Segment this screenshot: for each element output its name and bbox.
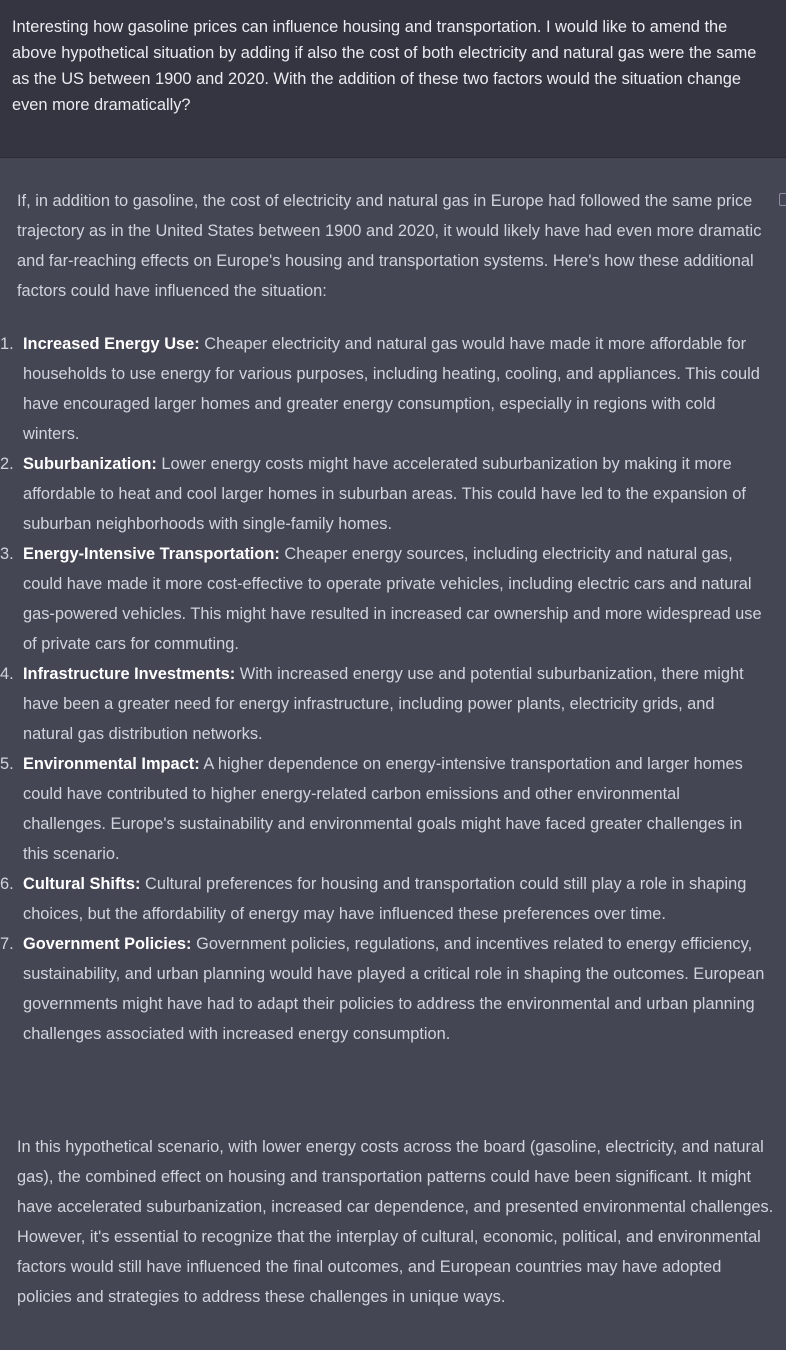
list-number: 1. xyxy=(0,335,14,353)
assistant-message xyxy=(0,158,786,1350)
list-item xyxy=(0,329,786,449)
point-text: Cheaper energy sources, including electricity and natural gas, could have made it more cost-effective to operate private vehicles, including electric cars and natural gas-powered vehicles. This might have resulted in increased car ownership and more widespread use of private cars for commuting. xyxy=(23,545,762,653)
point-text: With increased energy use and potential suburbanization, there might have been a greater need for energy infrastructure, including power plants, electricity grids, and natural gas distribution networks. xyxy=(23,665,744,743)
point-text: Cheaper electricity and natural gas would have made it more affordable for households to use energy for various purposes, including heating, cooling, and appliances. This could have encouraged larger homes and greater energy consumption, especially in regions with cold winters. xyxy=(23,335,760,443)
point-text: Government policies, regulations, and incentives related to energy efficiency, sustainability, and urban planning would have played a critical role in shaping the outcomes. European governments might have had to adapt their policies to address the environmental and urban planning challenges associated with increased energy consumption. xyxy=(23,935,765,1043)
list-number: 7. xyxy=(0,935,14,953)
list-number: 5. xyxy=(0,755,14,773)
copy-icon[interactable] xyxy=(779,193,786,206)
user-message xyxy=(0,0,786,158)
point-label: Energy-Intensive Transportation: xyxy=(23,545,280,563)
user-message-text: Interesting how gasoline prices can influence housing and transportation. I would like to amend the above hypothetical situation by adding if also the cost of both electricity and natural gas were the same as the US between 1900 and 2020. With the addition of these two factors would the situation change even more dramatically? xyxy=(12,18,757,114)
point-text: A higher dependence on energy-intensive transportation and larger homes could have contributed to higher energy-related carbon emissions and other environmental challenges. Europe's sustainability and environmental goals might have faced greater challenges in this scenario. xyxy=(23,755,743,863)
point-text: Cultural preferences for housing and transportation could still play a role in shaping choices, but the affordability of energy may have influenced these preferences over time. xyxy=(23,875,747,923)
point-label: Infrastructure Investments: xyxy=(23,665,236,683)
list-number: 3. xyxy=(0,545,14,563)
list-number: 2. xyxy=(0,455,14,473)
point-text: Lower energy costs might have accelerated suburbanization by making it more affordable to heat and cool larger homes in suburban areas. This could have led to the expansion of suburban neighborhoods with single-family homes. xyxy=(23,455,746,533)
list-item xyxy=(0,929,786,1049)
point-label: Cultural Shifts: xyxy=(23,875,141,893)
list-number: 6. xyxy=(0,875,14,893)
point-label: Government Policies: xyxy=(23,935,192,953)
list-number: 4. xyxy=(0,665,14,683)
points-list xyxy=(0,329,786,1049)
point-label: Suburbanization: xyxy=(23,455,157,473)
list-item xyxy=(0,659,786,749)
assistant-conclusion: In this hypothetical scenario, with lower energy costs across the board (gasoline, electricity, and natural gas), the combined effect on housing and transportation patterns could have been significant. It might have accelerated suburbanization, increased car dependence, and presented environmental challenges. However, it's essential to recognize that the interplay of cultural, economic, political, and environmental factors would still have influenced the final outcomes, and European countries may have adopted policies and strategies to address these challenges in unique ways. xyxy=(17,1138,774,1306)
assistant-intro: If, in addition to gasoline, the cost of electricity and natural gas in Europe had followed the same price trajectory as in the United States between 1900 and 2020, it would likely have had even more dramatic and far-reaching effects on Europe's housing and transportation systems. Here's how these additional factors could have influenced the situation: xyxy=(17,192,762,300)
point-label: Increased Energy Use: xyxy=(23,335,200,353)
list-item xyxy=(0,749,786,869)
list-item xyxy=(0,869,786,929)
list-item xyxy=(0,539,786,659)
list-item xyxy=(0,449,786,539)
point-label: Environmental Impact: xyxy=(23,755,200,773)
